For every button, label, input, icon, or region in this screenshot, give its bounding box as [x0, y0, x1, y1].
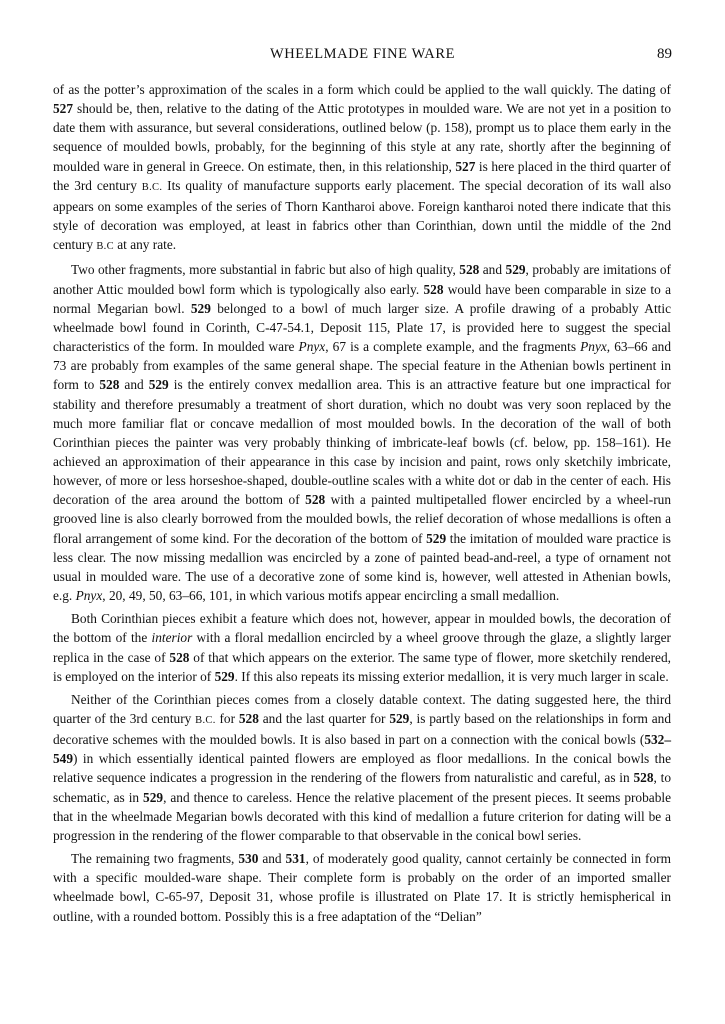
text-run: Two other fragments, more substantial in fabric but also of high quality, [71, 262, 460, 278]
catalogue-number: 530 [238, 851, 259, 867]
catalogue-number: 528 [99, 377, 120, 393]
text-run: , 67 is a complete example, and the fragments [325, 339, 581, 355]
text-run: , of moderately good quality, cannot certainly be connected in form with a specific moulded-ware shape. Their complete form is probably on the order of an imported smaller wheelmade bowl, C-65-97, Deposit 31, whose profile is illustrated on Plate 17. It is strictly hemispherical in outline, with a rounded bottom. Possibly this is a free adaptation of the “Delian” [53, 851, 671, 924]
text-run: . If this also repeats its missing exterior medallion, it is very much larger in scale. [234, 668, 669, 684]
text-run: ) in which essentially identical painted flowers are employed as floor medallions. In the conical bowls the relative sequence indicates a progression in the rendering of the flowers from naturalistic and careful, as in [53, 751, 671, 786]
text-run: the imitation of moulded ware practice is less clear. The now missing medallion was encircled by a zone of painted bead-and-reel, a type of ornament not usual in moulded ware. The use of a decorative zone of some kind is, however, well attested in Athenian bowls, e.g. [53, 530, 671, 604]
italic-term: Pnyx [298, 339, 326, 355]
paragraph [53, 609, 671, 686]
paragraph [53, 260, 671, 605]
body-text [53, 80, 671, 926]
catalogue-number: 529 [143, 789, 164, 805]
text-run: of as the potter’s approximation of the scales in a form which could be applied to the wall quickly. The dating of [53, 82, 671, 97]
catalogue-number: 527 [53, 101, 74, 117]
catalogue-number: 528 [238, 711, 259, 726]
catalogue-number: 528 [459, 262, 480, 278]
text-run: , probably are imitations of another Attic moulded bowl form which is typologically also early. [53, 262, 671, 297]
text-run: should be, then, relative to the dating of the Attic prototypes in moulded ware. We are not yet in a position to date them with assurance, but several considerations, outlined below (p. 158), prompt us to place them early in the sequence of moulded bowls, probably, for the beginning of this style at any rate, shortly after the beginning of moulded ware in general in Greece. On estimate, then, in this relationship, [53, 101, 671, 174]
era-abbreviation: B.C. [141, 181, 163, 193]
text-run: , 63–66 and 73 are probably from examples of the same general shape. The special feature in the Athenian bowls pertinent in form to [53, 339, 671, 393]
text-run: , to schematic, as in [53, 770, 671, 805]
catalogue-number: 529 [190, 300, 211, 316]
text-run: and [258, 851, 286, 867]
catalogue-number: 531 [285, 851, 306, 867]
text-run: would have been comparable in size to a normal Megarian bowl. [53, 281, 671, 316]
era-abbreviation: B.C. [195, 715, 216, 726]
italic-term: Pnyx [75, 588, 103, 604]
paragraph [53, 690, 671, 845]
catalogue-number: 529 [148, 377, 169, 393]
italic-term: Pnyx [580, 339, 607, 355]
text-run: , 20, 49, 50, 63–66, 101, in which various motifs appear encircling a small medallion. [102, 588, 560, 604]
text-run: , and thence to careless. Hence the relative placement of the present pieces. It seems probable that in the wheelmade Megarian bowls decorated with this kind of medallion a future criterion for dating will be a progression in the rendering of the flower comparable to that observable in the conical bowl series. [53, 789, 672, 843]
catalogue-number: 528 [423, 281, 444, 297]
paragraph [53, 849, 671, 926]
text-run: , is partly based on the relationships in form and decorative schemes with the moulded bowls. It is also based in part on a connection with the conical bowls ( [53, 711, 671, 748]
text-run: and the last quarter for [258, 711, 390, 726]
era-abbreviation: B.C [96, 241, 114, 253]
text-run: with a floral medallion encircled by a wheel groove through the glaze, a slightly larger replica in the case of [53, 630, 671, 665]
text-run: is here placed in the third quarter of the 3rd century [53, 158, 671, 193]
text-run: is the entirely convex medallion area. This is an attractive feature but one impractical for stability and therefore presumably a treatment of short duration, which no doubt was very soon replaced by the much more familiar flat or concave medallion of most moulded bowls. In the decoration of the wall of both Corinthian pieces the painter was very probably thinking of imbricate-leaf bowls (cf. below, pp. 158–161). He achieved an approximation of their appearance in this case by incision and paint, rows only sketchily imbricate, however, of more or less horseshoe-shaped, double-outline scales with a white dot or dab in the center of each. His decoration of the area around the bottom of [53, 377, 671, 508]
page-number: 89 [657, 46, 672, 62]
italic-term: interior [151, 630, 193, 646]
text-run: of that which appears on the exterior. The same type of flower, more sketchily rendered, is employed on the interior of [53, 649, 671, 684]
catalogue-number: 528 [305, 492, 326, 508]
text-run: Neither of the Corinthian pieces comes from a closely datable context. The dating suggested here, the third quarter of the 3rd century [53, 691, 671, 726]
catalogue-number: 529 [505, 262, 526, 278]
running-title: WHEELMADE FINE WARE [269, 46, 456, 62]
text-run: belonged to a bowl of much larger size. A profile drawing of a probably Attic wheelmade bowl found in Corinth, C-47-54.1, Deposit 115, Plate 17, is provided here to suggest the special characteristics of the form. In moulded ware [53, 300, 671, 355]
text-run: and [479, 262, 506, 278]
catalogue-number: 529 [214, 668, 235, 684]
catalogue-number: 529 [389, 711, 410, 726]
catalogue-number: 528 [169, 649, 190, 665]
catalogue-number: 532–549 [53, 732, 671, 767]
text-run: Its quality of manufacture supports early placement. The special decoration of its wall also appears on some examples of the series of Thorn Kantharoi above. Foreign kantharoi noted there indicate that this style of decoration was employed, at least in fabrics other than Corinthian, down until the middle of the 2nd century [53, 177, 672, 253]
catalogue-number: 527 [455, 158, 476, 174]
text-run: Both Corinthian pieces exhibit a feature which does not, however, appear in moulded bowls, the decoration of the bottom of the [53, 611, 671, 646]
text-run: with a painted multipetalled flower encircled by a wheel-run grooved line is also clearly borrowed from the moulded bowls, the relief decoration of whose medallions is often a floral arrangement of some kind. For the decoration of the bottom of [53, 492, 671, 546]
text-run: for [215, 711, 239, 726]
running-head [53, 46, 672, 66]
catalogue-number: 528 [633, 770, 654, 786]
text-run: The remaining two fragments, [71, 851, 239, 867]
catalogue-number: 529 [426, 530, 447, 546]
text-run: at any rate. [113, 237, 177, 253]
text-run: and [119, 377, 149, 393]
paragraph [53, 80, 671, 256]
